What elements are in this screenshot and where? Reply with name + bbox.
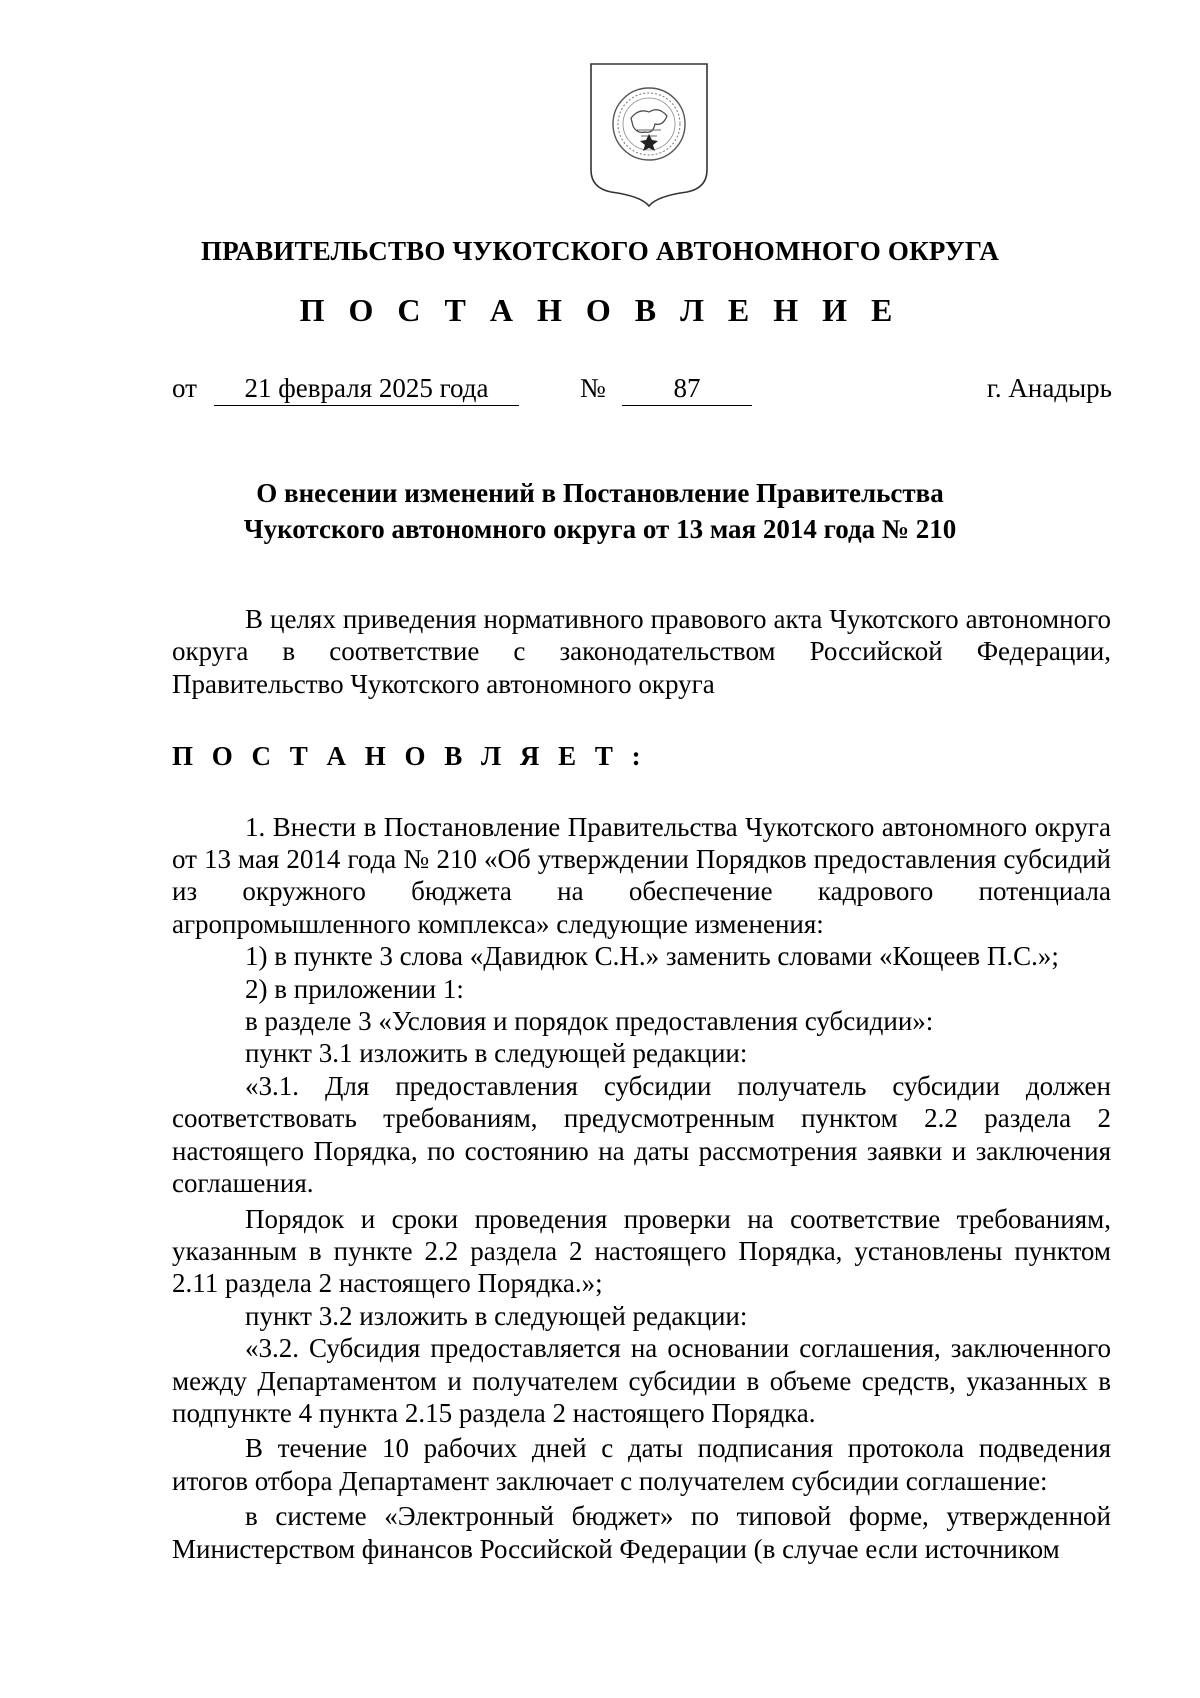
body-paragraph: Порядок и сроки проведения проверки на соответствие требованиям, указанным в пункте 2.2 раздела 2 настоящего Порядка, установлены пунктом 2.11 раздела 2 настоящего Порядка.»; (172, 1203, 1111, 1299)
document-body (172, 603, 1111, 1565)
date-prefix-label: от (172, 373, 197, 403)
body-paragraph: 2) в приложении 1: (245, 973, 464, 1004)
intro-paragraph: В целях приведения нормативного правового акта Чукотского автономного округа в соответствие с законодательством Российской Федерации, Правительство Чукотского автономного округа (172, 604, 1111, 699)
document-type-title: П О С Т А Н О В Л Е Н И Е (299, 292, 901, 328)
coat-of-arms-emblem (587, 60, 711, 208)
document-city: г. Анадырь (986, 373, 1112, 403)
body-paragraph: пункт 3.2 изложить в следующей редакции: (245, 1300, 748, 1331)
document-meta-row (172, 373, 1112, 413)
body-paragraph: 1) в пункте 3 слова «Давидюк С.Н.» заменить словами «Кощеев П.С.»; (245, 941, 1059, 972)
number-label: № (580, 373, 606, 403)
body-paragraph: в разделе 3 «Условия и порядок предоставления субсидии»: (245, 1006, 934, 1037)
body-paragraph: в системе «Электронный бюджет» по типовой форме, утвержденной Министерством финансов Российской Федерации (в случае если источником (172, 1501, 1111, 1564)
document-number: 87 (622, 373, 752, 406)
decree-heading: П О С Т А Н О В Л Я Е Т : (172, 741, 647, 772)
body-paragraph: В течение 10 рабочих дней с даты подписания протокола подведения итогов отбора Департамент заключает с получателем субсидии соглашение: (172, 1433, 1111, 1496)
subject-line-1: О внесении изменений в Постановление Правительства (256, 478, 944, 508)
body-paragraph: «3.1. Для предоставления субсидии получатель субсидии должен соответствовать требованиям, предусмотренным пунктом 2.2 раздела 2 настоящего Порядка, по состоянию на даты рассмотрения заявки и заключения соглашения. (172, 1070, 1111, 1199)
document-date: 21 февраля 2025 года (214, 373, 519, 406)
body-paragraph: «3.2. Субсидия предоставляется на основании соглашения, заключенного между Департаментом и получателем субсидии в объеме средств, указанных в подпункте 4 пункта 2.15 раздела 2 настоящего Порядка. (172, 1333, 1111, 1428)
body-paragraph: 1. Внести в Постановление Правительства Чукотского автономного округа от 13 мая 2014 года № 210 «Об утверждении Порядков предоставления субсидий из окружного бюджета на обеспечение кадрового потенциала агропромышленного комплекса» следующие изменения: (172, 811, 1111, 939)
subject-line-2: Чукотского автономного округа от 13 мая 2014 года № 210 (243, 514, 957, 544)
government-title: ПРАВИТЕЛЬСТВО ЧУКОТСКОГО АВТОНОМНОГО ОКРУГА (200, 236, 1000, 266)
document-subject (0, 475, 1200, 547)
body-paragraph: пункт 3.1 изложить в следующей редакции: (245, 1038, 748, 1069)
